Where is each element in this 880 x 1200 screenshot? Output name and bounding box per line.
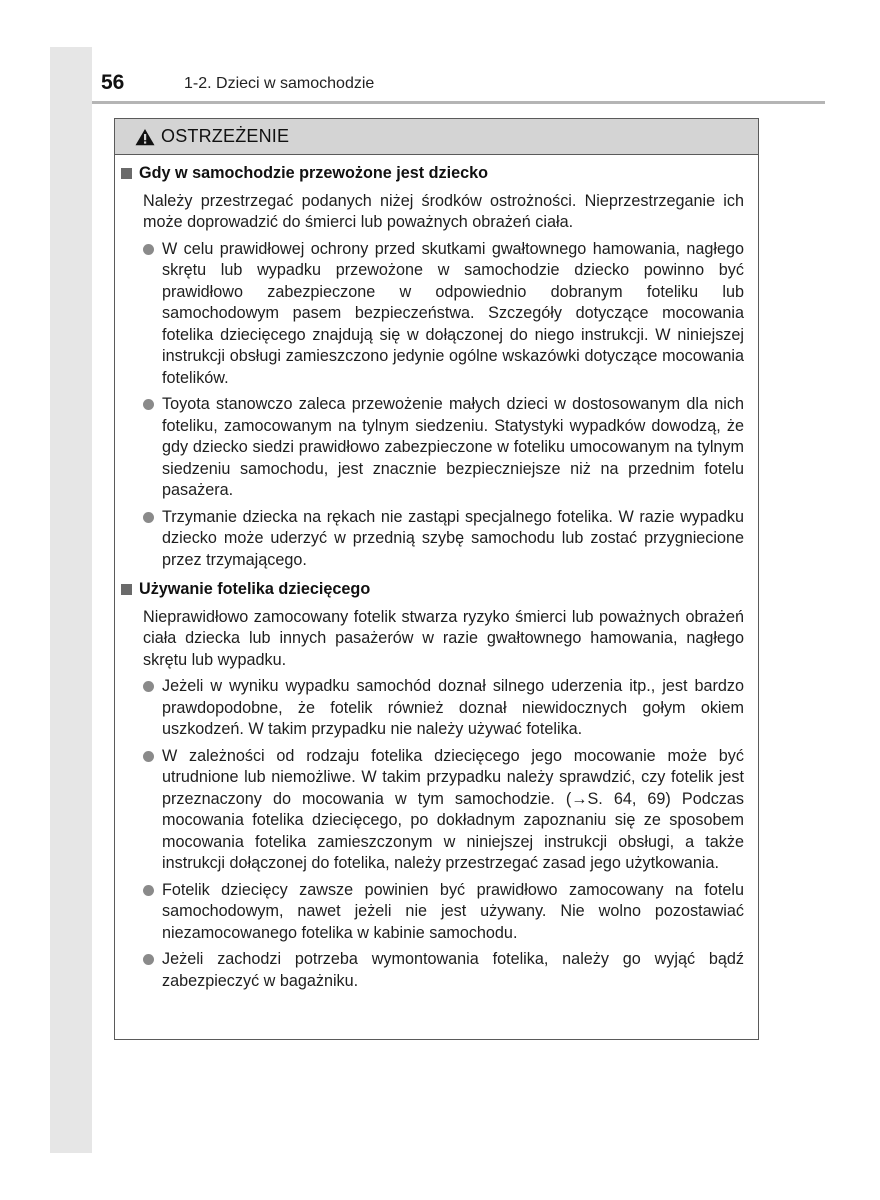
round-bullet-icon — [143, 512, 154, 523]
list-item-text: Toyota stanowczo zaleca przewożenie małych dzieci w dostosowanym dla nich foteliku, zamocowanym na tylnym siedzeniu. Statystyki wypadków dowodzą, że gdy dziecko siedzi prawidłowo zabezpieczone w foteliku umocowanym na tylnym siedzeniu samochodu, jest znacznie bezpieczniejsze niż na przednim fotelu pasażera. — [162, 395, 744, 499]
list-item — [121, 239, 744, 390]
list-item-text: Fotelik dziecięcy zawsze powinien być prawidłowo zamocowany na fotelu samochodowym, nawet jeżeli nie jest używany. Nie wolno pozostawiać niezamocowanego fotelika w kabinie samochodu. — [162, 880, 744, 942]
square-bullet-icon — [121, 168, 132, 179]
round-bullet-icon — [143, 681, 154, 692]
square-bullet-icon — [121, 584, 132, 595]
round-bullet-icon — [143, 244, 154, 255]
section-intro: Nieprawidłowo zamocowany fotelik stwarza ryzyko śmierci lub poważnych obrażeń ciała dziecka lub innych pasażerów w razie gwałtownego hamowania, nagłego skrętu lub wypadku. — [143, 607, 744, 669]
section-intro: Należy przestrzegać podanych niżej środków ostrożności. Nieprzestrzeganie ich może doprowadzić do śmierci lub poważnych obrażeń ciała. — [143, 191, 744, 231]
section-heading — [121, 579, 744, 601]
list-item-text: W zależności od rodzaju fotelika dziecięcego jego mocowanie może być utrudnione lub niemożliwe. W takim przypadku należy sprawdzić, czy fotelik jest przeznaczony do mocowania w tym samochodzie. (→S. 64, 69) Podczas mocowania fotelika dziecięcego, po dokładnym zapoznaniu się ze sposobem mocowania fotelika zamieszczonym w niniejszej instrukcji obsługi, a także instrukcji dołączonej do fotelika, należy przestrzegać zasad jego użytkowania. — [162, 746, 744, 872]
header-divider — [92, 101, 825, 104]
round-bullet-icon — [143, 954, 154, 965]
list-item-text: W celu prawidłowej ochrony przed skutkami gwałtownego hamowania, nagłego skrętu lub wypadku przewożone w samochodzie dziecko powinno być prawidłowo zabezpieczone w odpowiednio dobranym foteliku lub samochodowym pasem bezpieczeństwa. Szczegóły dotyczące mocowania fotelika dziecięcego znajdują się w dołączonej do niego instrukcji. W niniejszej instrukcji obsługi zamieszczono jedynie ogólne wskazówki dotyczące mocowania fotelików. — [162, 239, 744, 387]
round-bullet-icon — [143, 751, 154, 762]
warning-box — [114, 118, 759, 1040]
list-item-text: Jeżeli w wyniku wypadku samochód doznał silnego uderzenia itp., jest bardzo prawdopodobne, że fotelik również doznał niewidocznych gołym okiem uszkodzeń. W takim przypadku nie należy używać fotelika. — [162, 677, 744, 738]
side-margin-bar — [50, 47, 92, 1153]
list-item — [121, 880, 744, 945]
round-bullet-icon — [143, 885, 154, 896]
page-number: 56 — [101, 71, 125, 94]
list-item — [121, 746, 744, 875]
section-title: 1-2. Dzieci w samochodzie — [184, 75, 375, 92]
section-heading-text: Używanie fotelika dziecięcego — [139, 580, 371, 598]
section-heading-text: Gdy w samochodzie przewożone jest dziecko — [139, 164, 489, 182]
list-item — [121, 394, 744, 502]
round-bullet-icon — [143, 399, 154, 410]
section-heading — [121, 163, 744, 185]
warning-title: OSTRZEŻENIE — [161, 126, 290, 146]
list-item — [121, 676, 744, 741]
list-item-text: Trzymanie dziecka na rękach nie zastąpi specjalnego fotelika. W razie wypadku dziecko może uderzyć w przednią szybę samochodu lub zostać przygniecione przez trzymającego. — [162, 507, 744, 569]
warning-body — [115, 155, 758, 992]
warning-triangle-icon — [135, 128, 155, 146]
warning-header — [115, 119, 758, 155]
list-item — [121, 507, 744, 572]
list-item — [121, 949, 744, 992]
list-item-text: Jeżeli zachodzi potrzeba wymontowania fotelika, należy go wyjąć bądź zabezpieczyć w bagażniku. — [162, 950, 744, 990]
